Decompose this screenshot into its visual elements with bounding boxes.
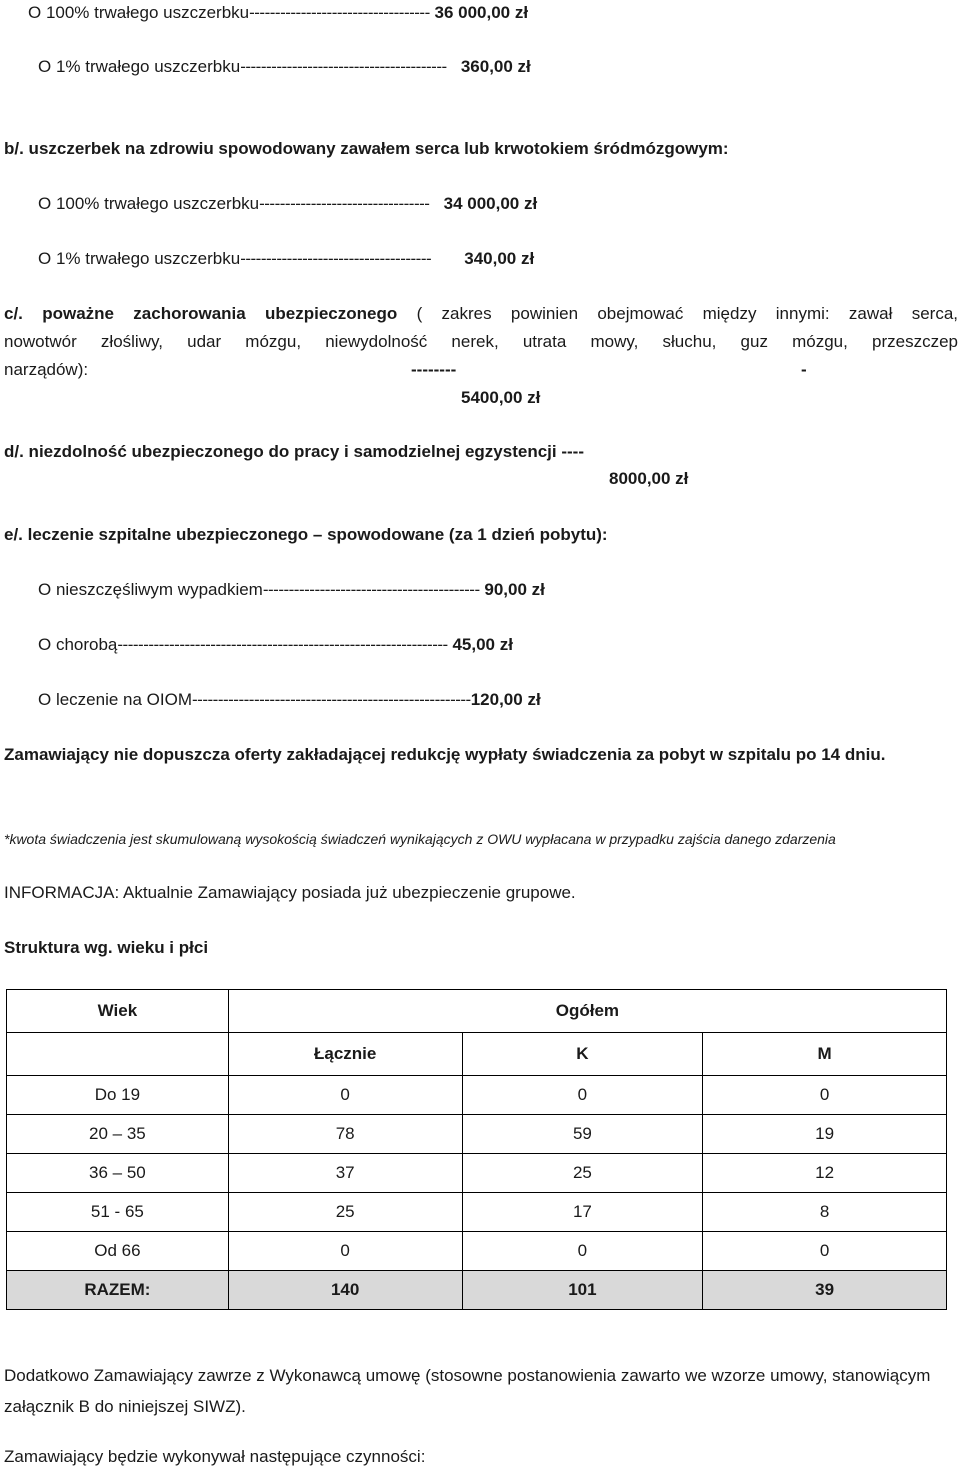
subheader-lacznie: Łącznie xyxy=(228,1033,462,1076)
additional-paragraph: Dodatkowo Zamawiający zawrze z Wykonawcą umowę (stosowne postanowienia zawarto we wzorze umowy, stanowiącym załącznik B do niniejszej SIWZ). xyxy=(4,1366,931,1416)
cell-age: 20 – 35 xyxy=(7,1115,229,1154)
cell-m: 0 xyxy=(703,1076,947,1115)
e-item-accident: O nieszczęśliwym wypadkiem------------------------------------------ 90,00 zł xyxy=(38,580,545,599)
cell-age: 36 – 50 xyxy=(7,1154,229,1193)
cell-k: 17 xyxy=(462,1193,703,1232)
a-line-1: O 1% trwałego uszczerbku---------------------------------------- 360,00 zł xyxy=(38,57,531,76)
table-row xyxy=(7,1076,947,1115)
cell-total: 37 xyxy=(228,1154,462,1193)
table-row xyxy=(7,1232,947,1271)
section-d-amount: 8000,00 zł xyxy=(609,469,689,488)
sum-total: 140 xyxy=(228,1271,462,1310)
e-item-illness: O chorobą---------------------------------------------------------------- 45,00 zł xyxy=(38,635,513,654)
section-c-line-3: narządów): -------- - xyxy=(4,360,807,379)
subheader-k: K xyxy=(462,1033,703,1076)
activities-intro: Zamawiający będzie wykonywał następujące czynności: xyxy=(4,1447,426,1466)
subheader-m: M xyxy=(703,1033,947,1076)
cell-age: 51 - 65 xyxy=(7,1193,229,1232)
cell-m: 8 xyxy=(703,1193,947,1232)
header-ogolem: Ogółem xyxy=(228,990,946,1033)
table-subheader-row xyxy=(7,1033,947,1076)
cell-k: 59 xyxy=(462,1115,703,1154)
cell-total: 0 xyxy=(228,1076,462,1115)
section-d-heading: d/. niezdolność ubezpieczonego do pracy i samodzielnej egzystencji ---- xyxy=(4,442,584,461)
cell-m: 19 xyxy=(703,1115,947,1154)
b-line-100: O 100% trwałego uszczerbku--------------------------------- 34 000,00 zł xyxy=(38,194,538,213)
sum-label: RAZEM: xyxy=(7,1271,229,1310)
sum-m: 39 xyxy=(703,1271,947,1310)
cell-total: 78 xyxy=(228,1115,462,1154)
sum-k: 101 xyxy=(462,1271,703,1310)
structure-title: Struktura wg. wieku i płci xyxy=(4,938,209,957)
section-c-line-2: nowotwór złośliwy, udar mózgu, niewydolność nerek, utrata mowy, słuchu, guz mózgu, przeszczep xyxy=(4,332,958,351)
cell-total: 25 xyxy=(228,1193,462,1232)
table-row xyxy=(7,1193,947,1232)
cell-m: 12 xyxy=(703,1154,947,1193)
cell-age: Od 66 xyxy=(7,1232,229,1271)
section-c-line-1: c/. poważne zachorowania ubezpieczonego ( zakres powinien obejmować między innymi: zawał serca, xyxy=(4,304,958,323)
info-line: INFORMACJA: Aktualnie Zamawiający posiada już ubezpieczenie grupowe. xyxy=(4,883,576,902)
section-c-amount: 5400,00 zł xyxy=(461,388,541,407)
table-row xyxy=(7,1115,947,1154)
cell-k: 25 xyxy=(462,1154,703,1193)
a-line-100: O 100% trwałego uszczerbku----------------------------------- 36 000,00 zł xyxy=(28,3,529,22)
section-e-heading: e/. leczenie szpitalne ubezpieczonego – spowodowane (za 1 dzień pobytu): xyxy=(4,525,608,544)
section-b-heading: b/. uszczerbek na zdrowiu spowodowany zawałem serca lub krwotokiem śródmózgowym: xyxy=(4,139,729,158)
cell-k: 0 xyxy=(462,1076,703,1115)
age-gender-table xyxy=(6,989,947,1310)
header-wiek: Wiek xyxy=(7,990,229,1033)
table-row xyxy=(7,1154,947,1193)
cell-m: 0 xyxy=(703,1232,947,1271)
subheader-empty xyxy=(7,1033,229,1076)
table-sum-row xyxy=(7,1271,947,1310)
hospital-notice: Zamawiający nie dopuszcza oferty zakładającej redukcję wypłaty świadczenia za pobyt w szpitalu po 14 dniu. xyxy=(4,745,886,764)
table-header-row xyxy=(7,990,947,1033)
cell-total: 0 xyxy=(228,1232,462,1271)
b-line-1: O 1% trwałego uszczerbku------------------------------------- 340,00 zł xyxy=(38,249,535,268)
section-c xyxy=(4,300,958,384)
cell-k: 0 xyxy=(462,1232,703,1271)
footnote: *kwota świadczenia jest skumulowaną wysokością świadczeń wynikających z OWU wypłacana w przypadku zajścia danego zdarzenia xyxy=(4,831,836,847)
cell-age: Do 19 xyxy=(7,1076,229,1115)
e-item-oiom: O leczenie na OIOM------------------------------------------------------120,00 zł xyxy=(38,690,541,709)
